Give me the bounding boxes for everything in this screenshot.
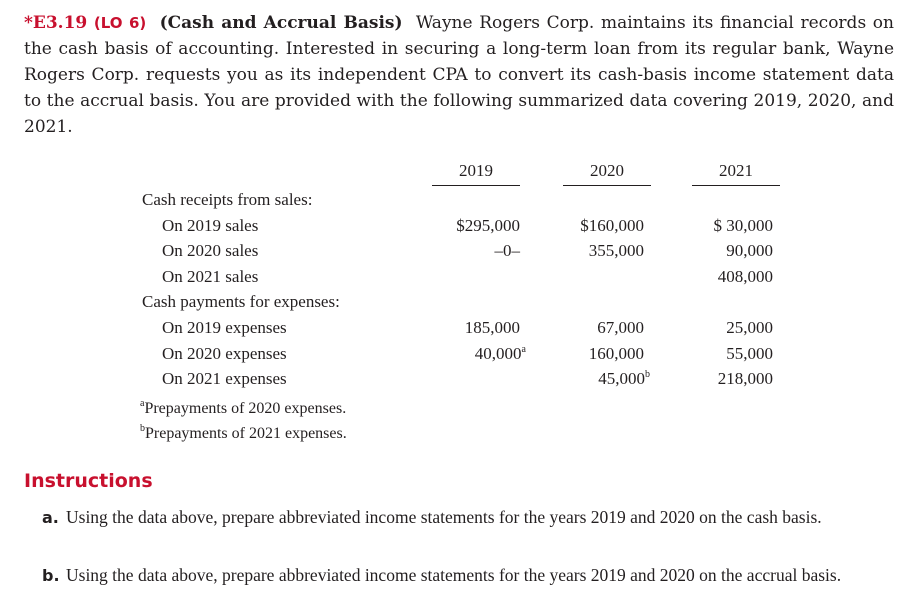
- footnote-b: $^b$Prepayments of 2021 expenses.: [140, 423, 347, 442]
- table-cell: 408,000: [717, 267, 773, 286]
- row-label: On 2021 expenses: [162, 369, 287, 388]
- table-cell: 45,000$^b$: [598, 369, 650, 388]
- table-cell: $ 30,000: [713, 216, 773, 235]
- section-heading-payments: Cash payments for expenses:: [142, 292, 340, 311]
- table-cell: –0–: [494, 241, 520, 260]
- column-header-2019: 2019: [432, 161, 520, 186]
- table-cell: 218,000: [717, 369, 773, 388]
- table-cell: 67,000: [597, 318, 644, 337]
- row-label: On 2021 sales: [162, 267, 259, 286]
- exercise-text: Wayne Rogers Corp. maintains its financial records on the cash basis of accounting. Interested in securing a long-term loan from its regular bank, Wayne Rogers Corp. requests you as its independent CPA to convert its cash-basis income statement data to the accrual basis. You are provided with the following summarized data covering 2019, 2020, and 2021.: [24, 13, 894, 137]
- item-text: Using the data above, prepare abbreviated income statements for the years 2019 and 2020 on the cash basis.: [66, 507, 822, 527]
- table-cell: 90,000: [726, 241, 773, 260]
- footnote-ref-b: b: [645, 369, 650, 380]
- footnote-ref-a: a: [521, 344, 526, 355]
- learning-objective: (LO 6): [93, 14, 147, 32]
- row-label: On 2020 sales: [162, 241, 259, 260]
- table-cell: 55,000: [726, 344, 773, 363]
- item-text: Using the data above, prepare abbreviated income statements for the years 2019 and 2020 on the accrual basis.: [66, 565, 842, 585]
- instruction-item-a: [42, 505, 890, 530]
- table-cell: 185,000: [464, 318, 520, 337]
- table-cell: 160,000: [588, 344, 644, 363]
- footnote-a: $^a$Prepayments of 2020 expenses.: [140, 398, 347, 417]
- exercise-id: *E3.19: [24, 13, 88, 33]
- row-label: On 2019 sales: [162, 216, 259, 235]
- exercise-topic: (Cash and Accrual Basis): [159, 13, 403, 33]
- column-header-2020: 2020: [563, 161, 651, 186]
- table-cell: $160,000: [580, 216, 644, 235]
- table-cell: 355,000: [588, 241, 644, 260]
- row-label: On 2020 expenses: [162, 344, 287, 363]
- table-cell: $295,000: [456, 216, 520, 235]
- row-label: On 2019 expenses: [162, 318, 287, 337]
- item-marker: b.: [42, 566, 60, 585]
- table-cell: 25,000: [726, 318, 773, 337]
- column-header-2021: 2021: [692, 161, 780, 186]
- instructions-heading: Instructions: [24, 470, 153, 492]
- section-heading-receipts: Cash receipts from sales:: [142, 190, 313, 209]
- instruction-item-b: [42, 563, 890, 588]
- table-cell: 40,000$^a$: [474, 344, 526, 363]
- item-marker: a.: [42, 508, 59, 527]
